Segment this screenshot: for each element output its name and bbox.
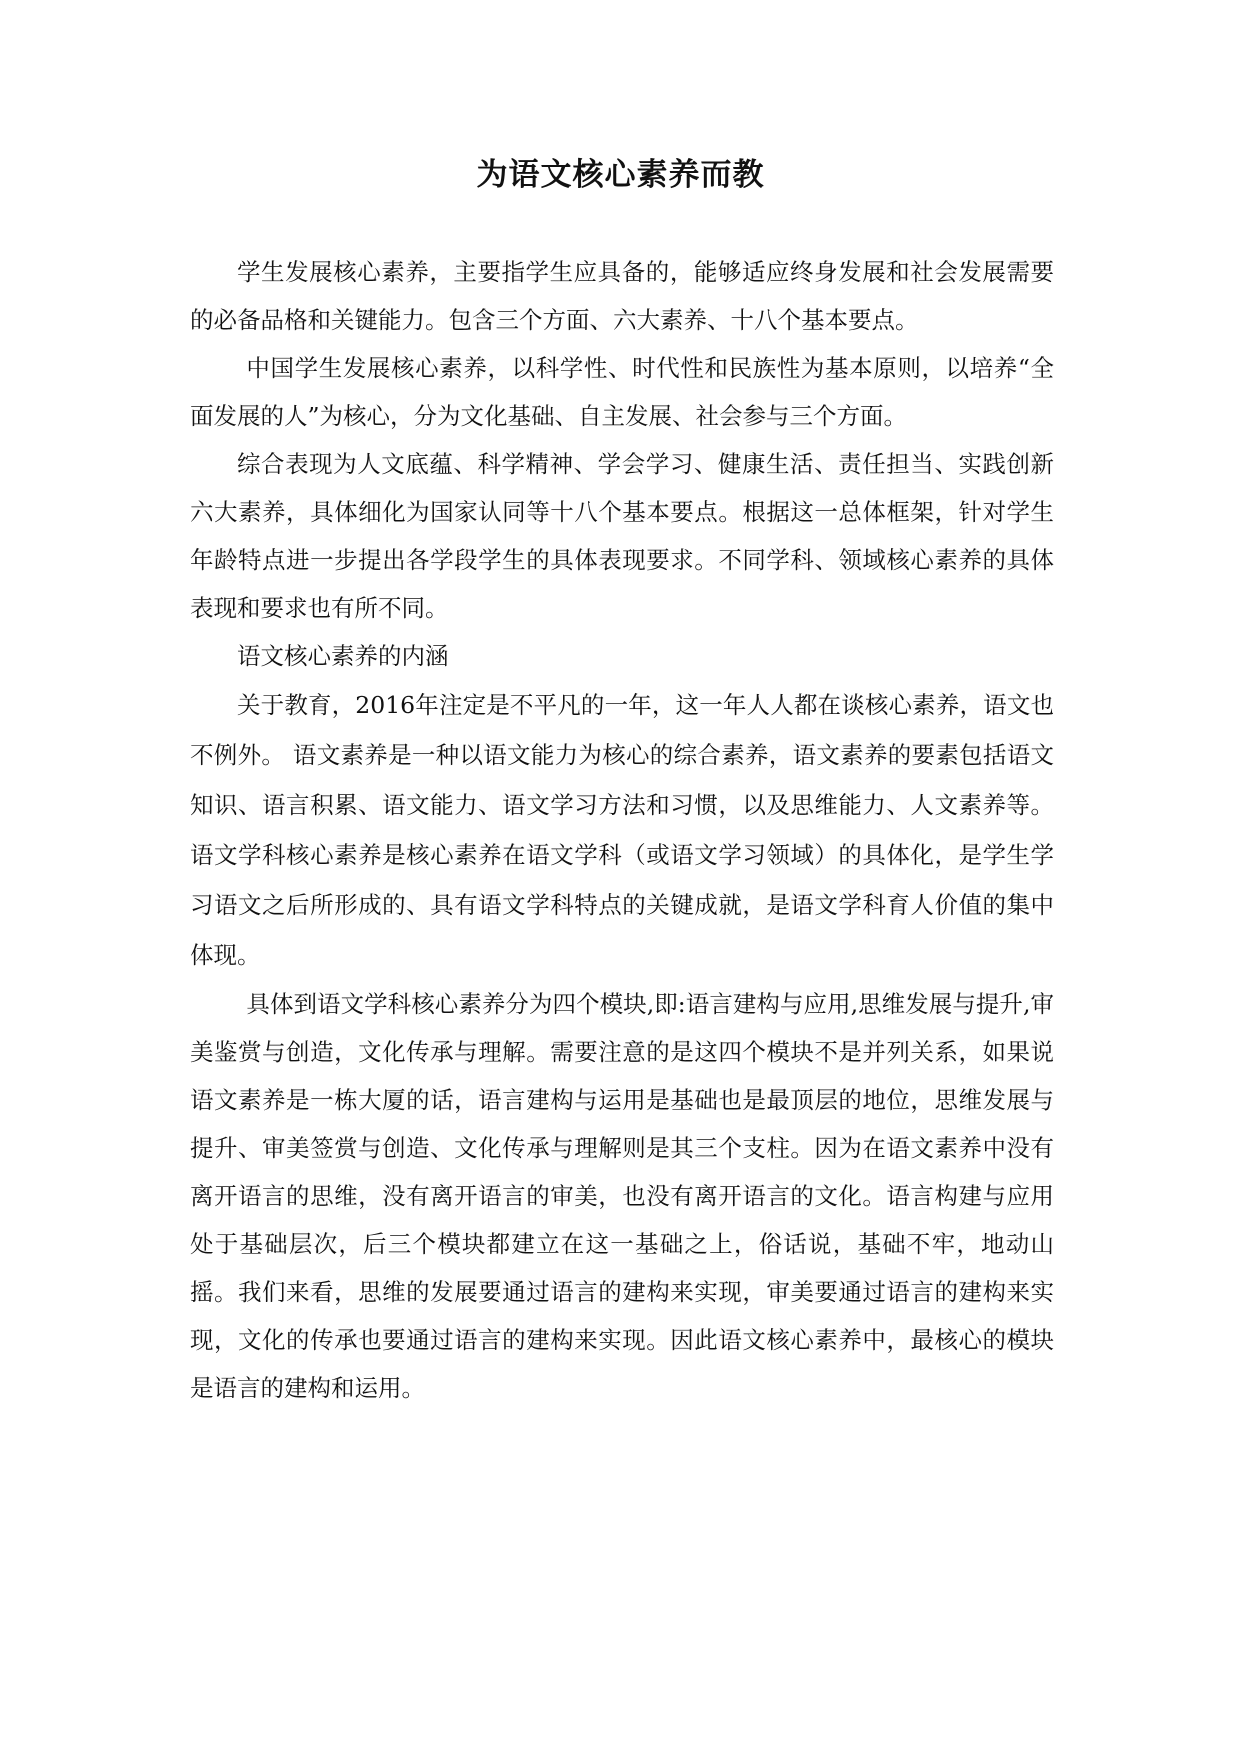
document-body [190, 248, 1054, 1412]
paragraph-core-literacy-definition: 学生发展核心素养，主要指学生应具备的，能够适应终身发展和社会发展需要的必备品格和关键能力。包含三个方面、六大素养、十八个基本要点。 [190, 258, 1054, 334]
paragraph-chinese-student-core-literacy: 中国学生发展核心素养，以科学性、时代性和民族性为基本原则，以培养“全面发展的人”为核心，分为文化基础、自主发展、社会参与三个方面。 [190, 354, 1054, 430]
paragraph-four-modules: 具体到语文学科核心素养分为四个模块,即:语言建构与应用,思维发展与提升,审美鉴赏与创造，文化传承与理解。需要注意的是这四个模块不是并列关系，如果说语文素养是一栋大厦的话，语言建构与运用是基础也是最顶层的地位，思维发展与提升、审美签赏与创造、文化传承与理解则是其三个支柱。因为在语文素养中没有离开语言的思维，没有离开语言的审美，也没有离开语言的文化。语言构建与应用处于基础层次，后三个模块都建立在这一基础之上，俗话说，基础不牢，地动山摇。我们来看，思维的发展要通过语言的建构来实现，审美要通过语言的建构来实现，文化的传承也要通过语言的建构来实现。因此语文核心素养中，最核心的模块是语言的建构和运用。 [190, 990, 1054, 1402]
paragraph-education-2016: 关于教育，2016年注定是不平凡的一年，这一年人人都在谈核心素养，语文也不例外。 语文素养是一种以语文能力为核心的综合素养，语文素养的要素包括语文知识、语言积累、语文能力、语文学习方法和习惯，以及思维能力、人文素养等。语文学科核心素养是核心素养在语文学科（或语文学习领域）的具体化，是学生学习语文之后所形成的、具有语文学科特点的关键成就，是语文学科育人价值的集中体现。 [190, 691, 1054, 969]
section-heading-connotation: 语文核心素养的内涵 [237, 642, 449, 670]
document-title: 为语文核心素养而教 [476, 157, 765, 193]
paragraph-six-literacies: 综合表现为人文底蕴、科学精神、学会学习、健康生活、责任担当、实践创新六大素养，具体细化为国家认同等十八个基本要点。根据这一总体框架，针对学生年龄特点进一步提出各学段学生的具体表现要求。不同学科、领域核心素养的具体表现和要求也有所不同。 [190, 450, 1054, 622]
